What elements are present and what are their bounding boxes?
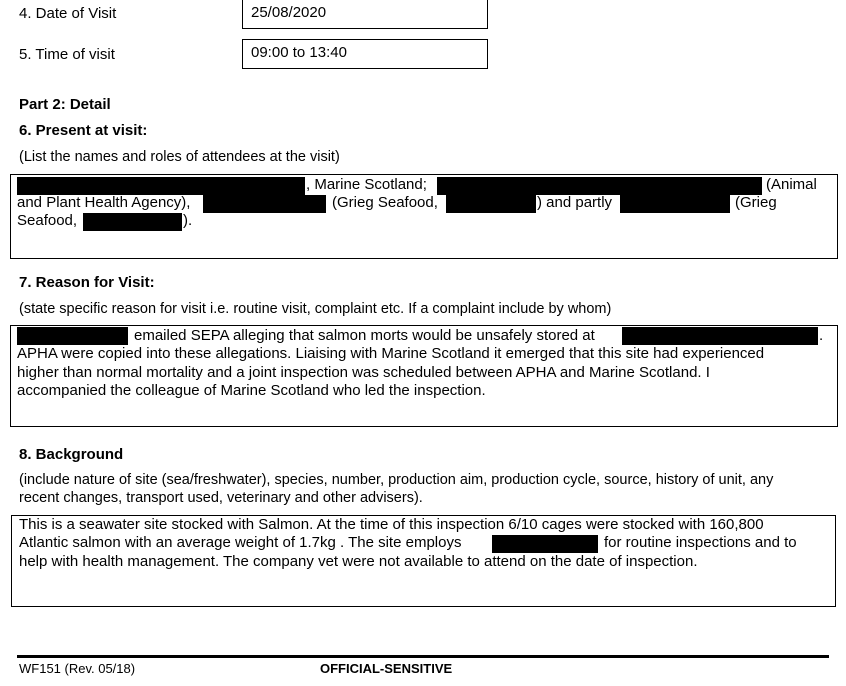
footer-classification: OFFICIAL-SENSITIVE bbox=[320, 661, 453, 676]
present-text: Seafood, bbox=[17, 212, 78, 229]
present-title: 6. Present at visit: bbox=[19, 122, 148, 139]
present-text: ) and partly bbox=[537, 194, 613, 211]
part2-title: Part 2: Detail bbox=[19, 96, 111, 113]
reason-text: APHA were copied into these allegations. Liaising with Marine Scotland it emerged that this site had experienced bbox=[17, 345, 765, 362]
redaction-block bbox=[83, 213, 182, 231]
footer-divider bbox=[17, 655, 829, 658]
present-text: (Animal bbox=[766, 176, 817, 193]
time-of-visit-label: 5. Time of visit bbox=[19, 46, 115, 63]
redaction-block bbox=[437, 177, 762, 195]
redaction-block bbox=[446, 195, 536, 213]
redaction-block bbox=[622, 327, 818, 345]
background-hint: (include nature of site (sea/freshwater), species, number, production aim, production cycle, source, history of unit, any bbox=[19, 472, 774, 488]
reason-text: . bbox=[819, 327, 824, 344]
present-text: , Marine Scotland; bbox=[306, 176, 427, 193]
redaction-block bbox=[203, 195, 326, 213]
time-of-visit-field[interactable] bbox=[242, 39, 488, 69]
background-hint: recent changes, transport used, veterinary and other advisers). bbox=[19, 490, 423, 506]
background-text: help with health management. The company vet were not available to attend on the date of inspection. bbox=[19, 553, 698, 570]
background-title: 8. Background bbox=[19, 446, 124, 463]
footer-form-id: WF151 (Rev. 05/18) bbox=[19, 661, 136, 676]
background-text: Atlantic salmon with an average weight of 1.7kg . The site employs bbox=[19, 534, 462, 551]
reason-text: emailed SEPA alleging that salmon morts would be unsafely stored at bbox=[134, 327, 595, 344]
present-text: ). bbox=[183, 212, 193, 229]
date-of-visit-value: 25/08/2020 bbox=[251, 4, 327, 21]
redaction-block bbox=[620, 195, 730, 213]
time-of-visit-value: 09:00 to 13:40 bbox=[251, 44, 347, 61]
redaction-block bbox=[17, 177, 305, 195]
reason-text: accompanied the colleague of Marine Scotland who led the inspection. bbox=[17, 382, 486, 399]
present-hint: (List the names and roles of attendees at the visit) bbox=[19, 149, 340, 165]
reason-hint: (state specific reason for visit i.e. routine visit, complaint etc. If a complaint include by whom) bbox=[19, 301, 612, 317]
background-text: This is a seawater site stocked with Salmon. At the time of this inspection 6/10 cages were stocked with 160,800 bbox=[19, 516, 764, 533]
present-text: (Grieg Seafood, bbox=[332, 194, 438, 211]
reason-title: 7. Reason for Visit: bbox=[19, 274, 155, 291]
present-text: and Plant Health Agency), bbox=[17, 194, 191, 211]
redaction-block bbox=[17, 327, 128, 345]
background-text: for routine inspections and to bbox=[604, 534, 797, 551]
date-of-visit-label: 4. Date of Visit bbox=[19, 5, 117, 22]
redaction-block bbox=[492, 535, 598, 553]
present-text: (Grieg bbox=[735, 194, 777, 211]
date-of-visit-field[interactable] bbox=[242, 0, 488, 29]
reason-text: higher than normal mortality and a joint inspection was scheduled between APHA and Marine Scotland. I bbox=[17, 364, 710, 381]
